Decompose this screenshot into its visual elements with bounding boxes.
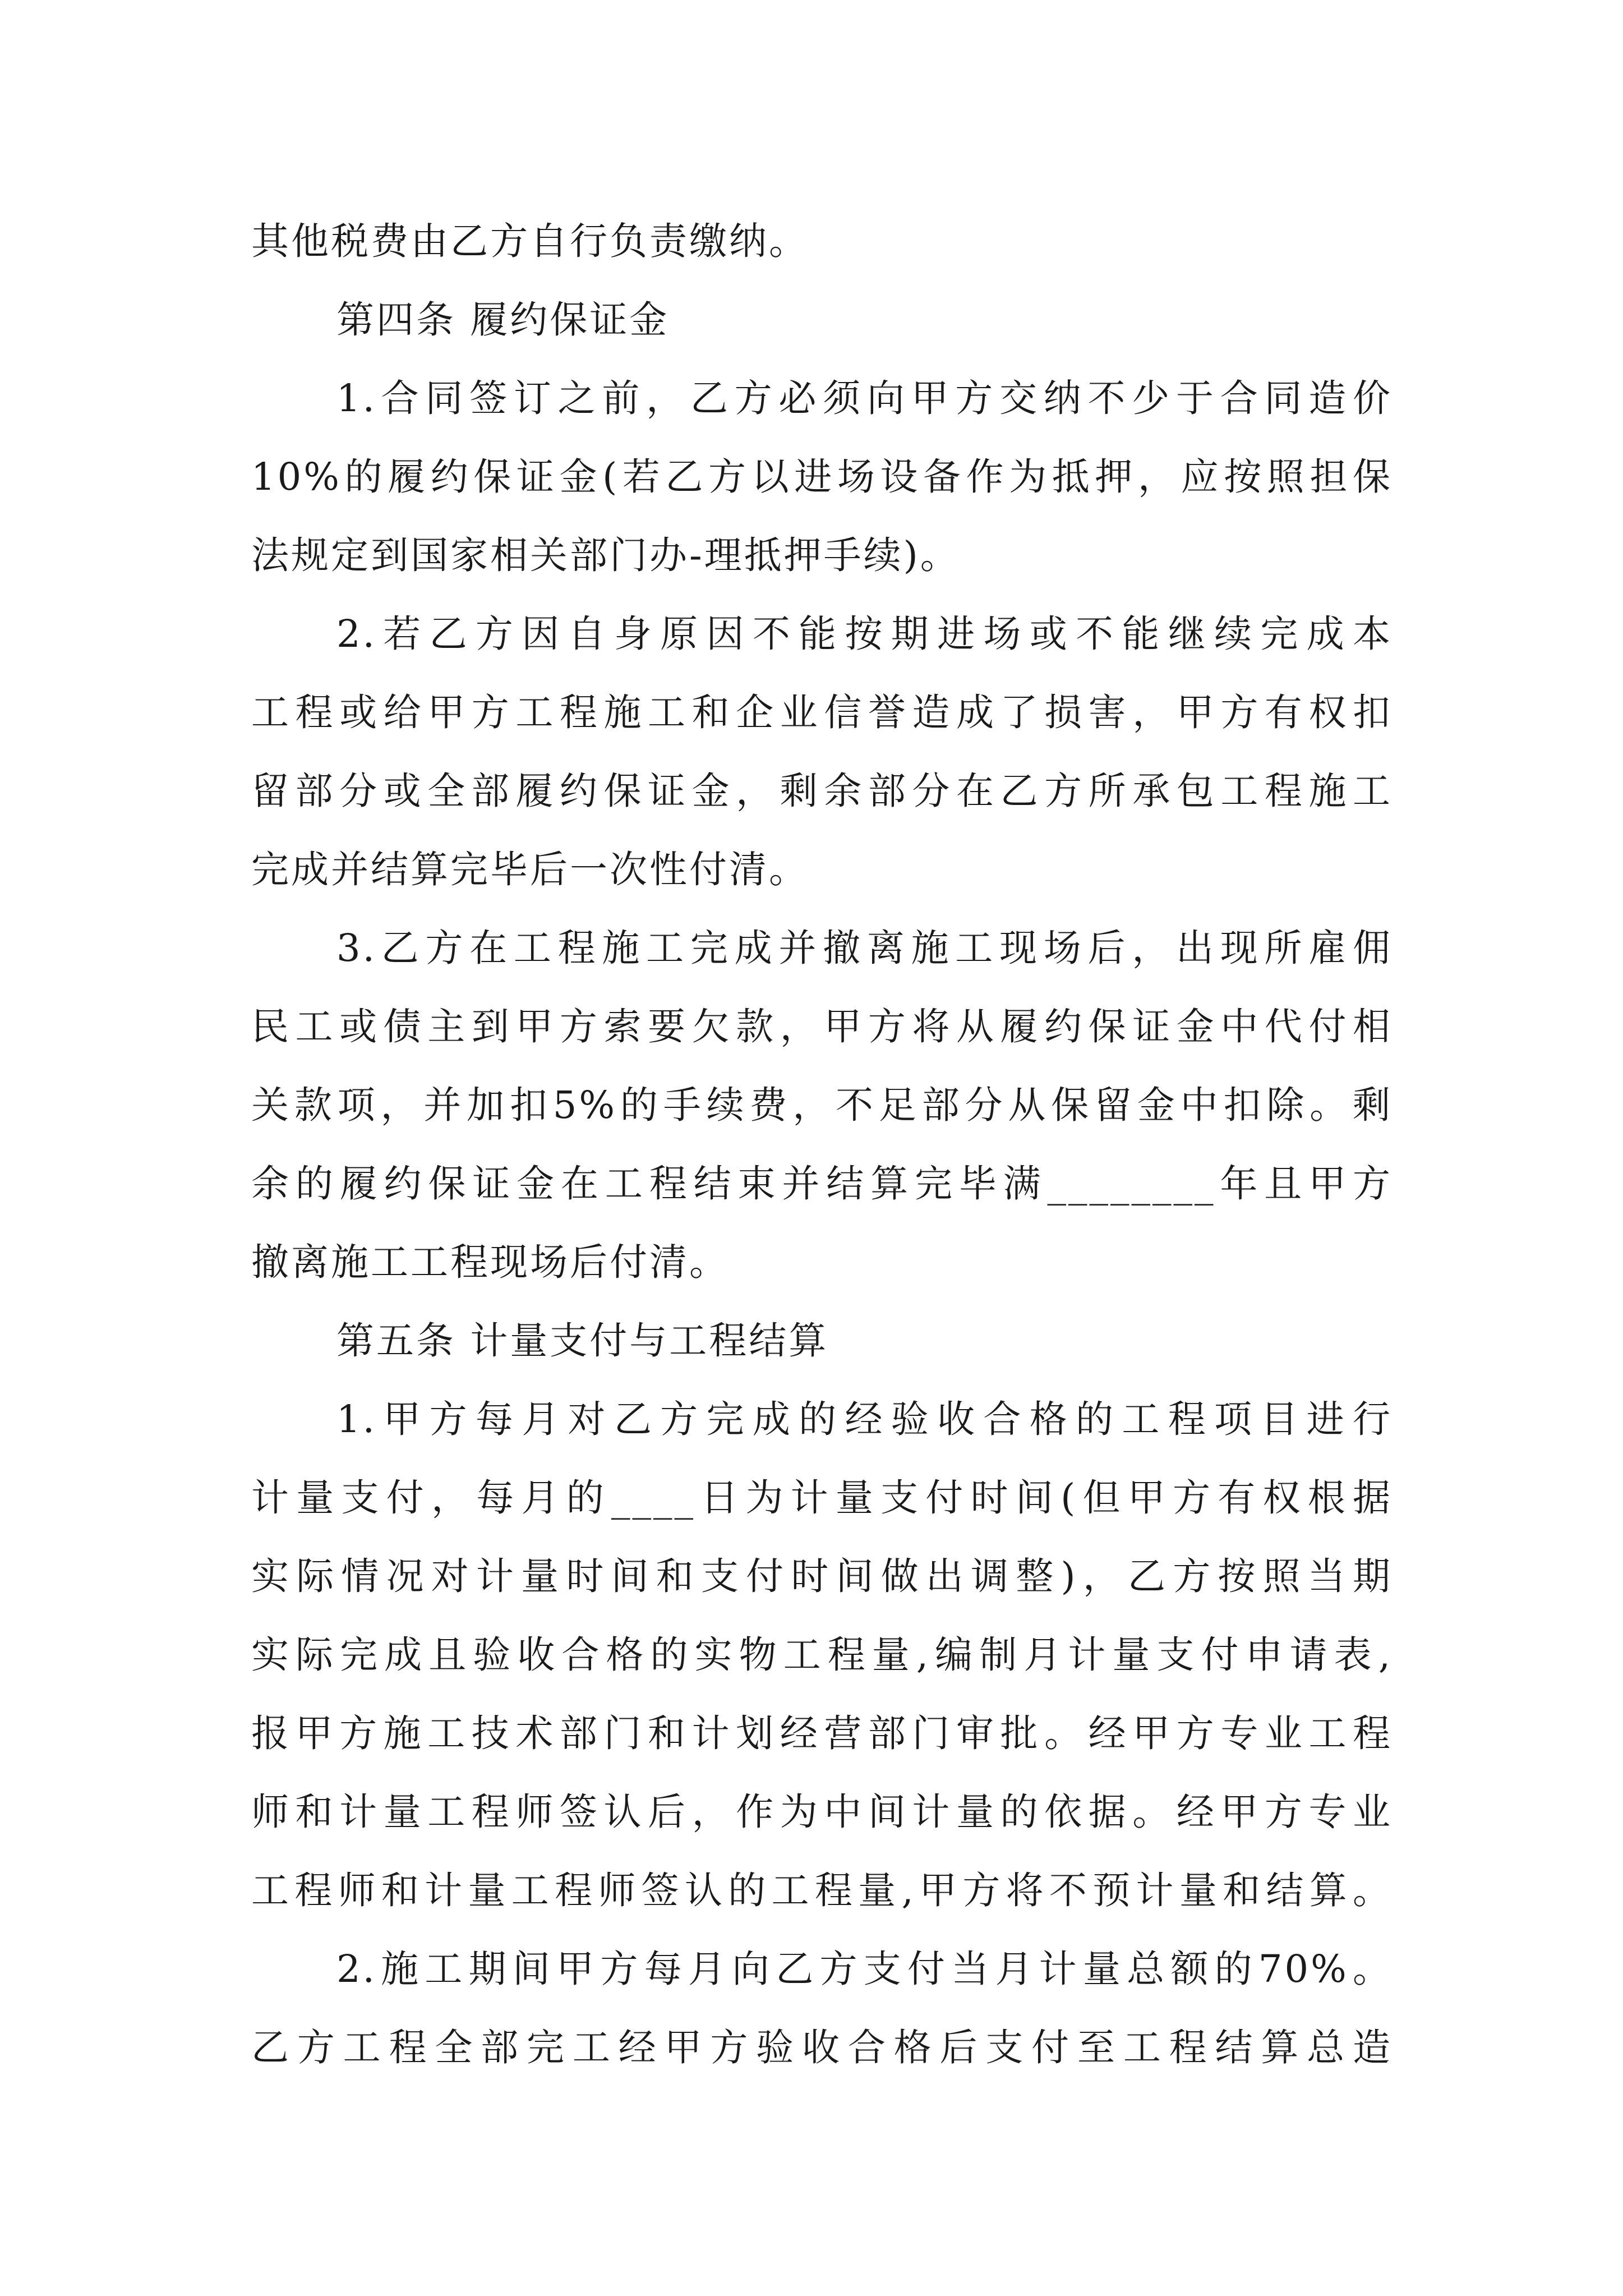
text-line: 乙方工程全部完工经甲方验收合格后支付至工程结算总造 xyxy=(251,2026,1393,2069)
text-line: 1.甲方每月对乙方完成的经验收合格的工程项目进行 xyxy=(336,1397,1393,1441)
text-line: 3.乙方在工程施工完成并撤离施工现场后，出现所雇佣 xyxy=(336,926,1393,970)
text-line: 计量支付，每月的____日为计量支付时间(但甲方有权根据 xyxy=(251,1476,1393,1520)
text-line: 1.合同签订之前，乙方必须向甲方交纳不少于合同造价 xyxy=(336,376,1393,420)
text-line: 实际完成且验收合格的实物工程量,编制月计量支付申请表, xyxy=(251,1633,1393,1677)
text-line: 师和计量工程师签认后，作为中间计量的依据。经甲方专业 xyxy=(251,1790,1393,1834)
text-line: 2.若乙方因自身原因不能按期进场或不能继续完成本 xyxy=(336,612,1393,656)
text-line: 余的履约保证金在工程结束并结算完毕满________年且甲方 xyxy=(251,1162,1393,1205)
text-line: 完成并结算完毕后一次性付清。 xyxy=(251,848,809,891)
text-line: 工程师和计量工程师签认的工程量,甲方将不预计量和结算。 xyxy=(251,1869,1393,1912)
section-heading: 第四条 履约保证金 xyxy=(336,298,670,342)
text-line: 实际情况对计量时间和支付时间做出调整)，乙方按照当期 xyxy=(251,1554,1393,1598)
text-line: 2.施工期间甲方每月向乙方支付当月计量总额的70%。 xyxy=(336,1947,1393,1991)
text-line: 留部分或全部履约保证金，剩余部分在乙方所承包工程施工 xyxy=(251,769,1393,813)
text-line: 关款项，并加扣5%的手续费，不足部分从保留金中扣除。剩 xyxy=(251,1083,1393,1127)
text-line: 报甲方施工技术部门和计划经营部门审批。经甲方专业工程 xyxy=(251,1711,1393,1755)
text-line: 民工或债主到甲方索要欠款，甲方将从履约保证金中代付相 xyxy=(251,1005,1393,1048)
text-line: 法规定到国家相关部门办-理抵押手续)。 xyxy=(251,533,960,577)
text-line: 10%的履约保证金(若乙方以进场设备作为抵押，应按照担保 xyxy=(251,455,1393,499)
text-line: 撤离施工工程现场后付清。 xyxy=(251,1240,729,1284)
text-line: 工程或给甲方工程施工和企业信誉造成了损害，甲方有权扣 xyxy=(251,691,1393,734)
section-heading: 第五条 计量支付与工程结算 xyxy=(336,1319,829,1363)
text-line: 其他税费由乙方自行负责缴纳。 xyxy=(251,219,809,263)
